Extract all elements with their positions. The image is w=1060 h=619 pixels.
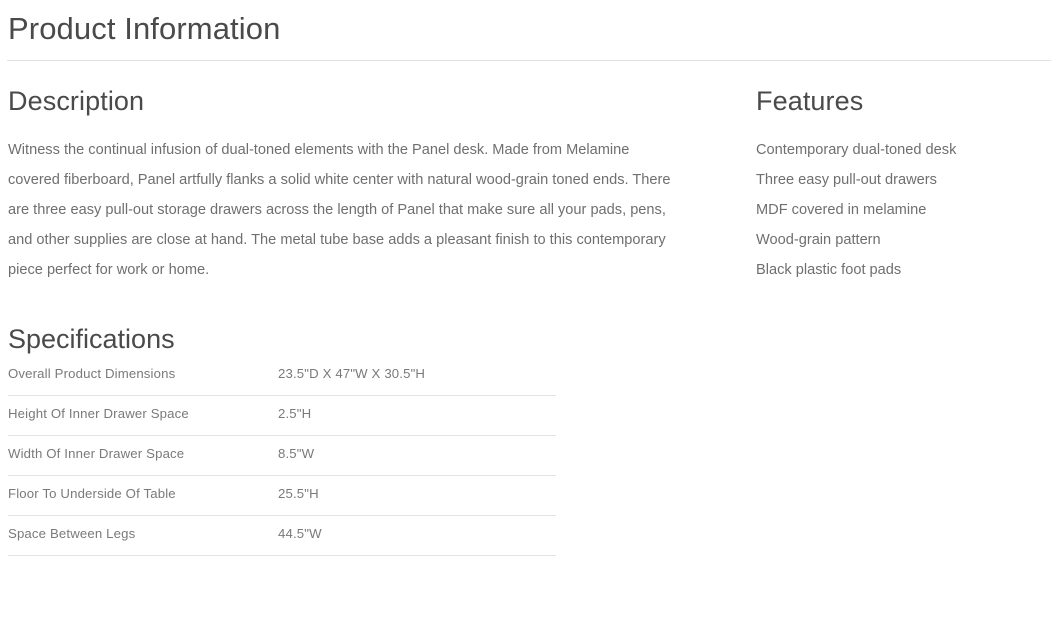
specifications-section	[8, 325, 1052, 557]
spec-name: Overall Product Dimensions	[8, 364, 278, 396]
features-heading: Features	[756, 86, 864, 117]
spec-name: Floor To Underside Of Table	[8, 476, 278, 516]
spec-value: 2.5"H	[278, 396, 556, 436]
right-column	[708, 87, 1038, 285]
table-row	[8, 364, 556, 396]
list-item: Contemporary dual-toned desk	[756, 141, 957, 158]
page-title: Product Information	[8, 11, 281, 46]
features-list	[756, 135, 1038, 285]
spec-name: Height Of Inner Drawer Space	[8, 396, 278, 436]
table-row	[8, 396, 556, 436]
spec-name: Width Of Inner Drawer Space	[8, 436, 278, 476]
list-item: MDF covered in melamine	[756, 201, 927, 218]
specifications-heading: Specifications	[8, 323, 175, 354]
list-item: Wood-grain pattern	[756, 231, 881, 248]
spec-value: 25.5"H	[278, 476, 556, 516]
left-column	[8, 87, 708, 285]
description-heading: Description	[8, 86, 145, 117]
specifications-table	[8, 364, 556, 556]
list-item: Black plastic foot pads	[756, 261, 902, 278]
spec-name: Space Between Legs	[8, 516, 278, 556]
list-item: Three easy pull-out drawers	[756, 171, 937, 188]
table-row	[8, 516, 556, 556]
content-columns	[8, 87, 1052, 285]
table-row	[8, 436, 556, 476]
table-row	[8, 476, 556, 516]
spec-value: 8.5"W	[278, 436, 556, 476]
title-divider	[7, 60, 1051, 61]
spec-value: 23.5"D X 47"W X 30.5"H	[278, 364, 556, 396]
description-body: Witness the continual infusion of dual-toned elements with the Panel desk. Made from Melamine covered fiberboard, Panel artfully flanks a solid white center with natural wood-grain toned ends. There are three easy pull-out storage drawers across the length of Panel that make sure all your pads, pens, and other supplies are close at hand. The metal tube base adds a pleasant finish to this contemporary piece perfect for work or home.	[8, 141, 671, 278]
spec-value: 44.5"W	[278, 516, 556, 556]
